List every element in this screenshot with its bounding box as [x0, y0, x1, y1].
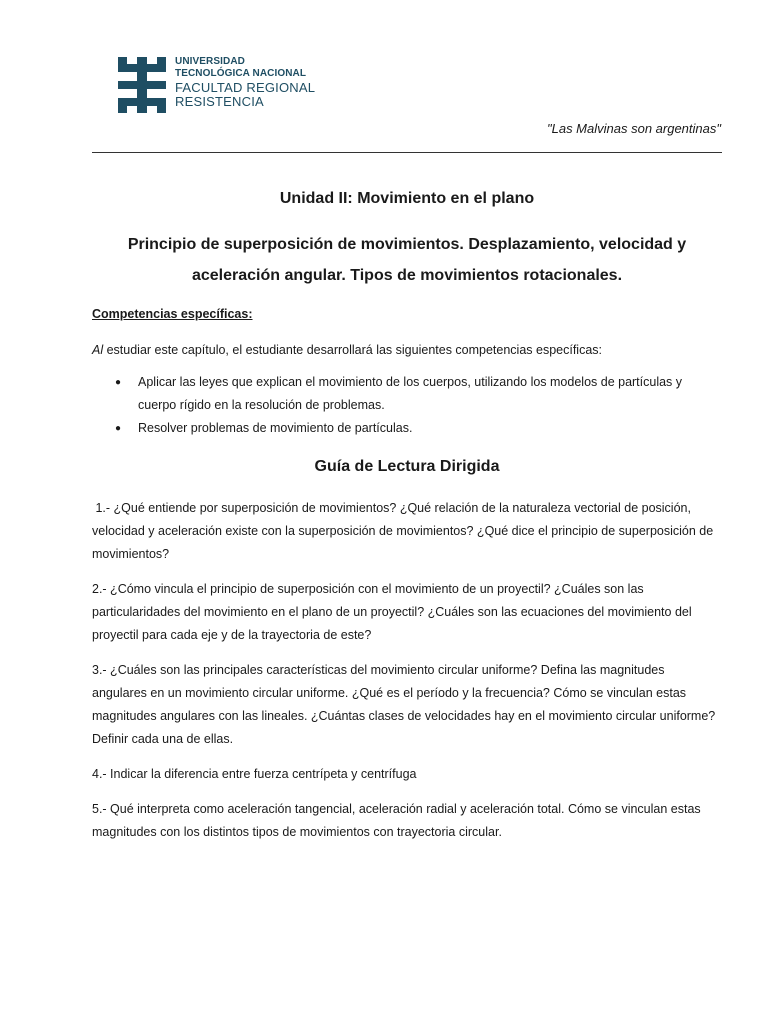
- list-item-text: Resolver problemas de movimiento de partículas.: [138, 421, 413, 435]
- intro-text: estudiar este capítulo, el estudiante desarrollará las siguientes competencias específicas:: [103, 343, 603, 357]
- header-divider: [92, 152, 722, 153]
- question-4: 4.- Indicar la diferencia entre fuerza centrípeta y centrífuga: [92, 767, 417, 781]
- list-item: [92, 417, 722, 440]
- institution-line-2: TECNOLÓGICA NACIONAL: [175, 68, 307, 79]
- intro-italic-word: Al: [92, 343, 104, 357]
- question-2: 2.- ¿Cómo vincula el principio de superposición con el movimiento de un proyectil? ¿Cuáles son las particularidades del movimiento en el plano de un proyectil? ¿Cuáles son las ecuaciones del movimiento del proyectil para cada eje y de la trayectoria de este?: [92, 582, 692, 642]
- institution-name: [175, 57, 315, 109]
- list-item: [92, 371, 722, 417]
- institution-line-3: FACULTAD REGIONAL: [175, 80, 316, 95]
- competencies-intro: [92, 343, 722, 357]
- bullet-icon: ●: [115, 377, 122, 388]
- guide-title: Guía de Lectura Dirigida: [314, 458, 500, 475]
- question-3: 3.- ¿Cuáles son las principales características del movimiento circular uniforme? Defina las magnitudes angulares en un movimiento circular uniforme. ¿Qué es el período y la frecuencia? Cómo se vinculan estas magnitudes angulares con las lineales. ¿Cuántas clases de velocidades hay en el movimiento circular uniforme? Definir cada una de ellas.: [92, 663, 716, 746]
- question-1: 1.- ¿Qué entiende por superposición de movimientos? ¿Qué relación de la naturaleza vectorial de posición, velocidad y aceleración existe con la superposición de movimientos? ¿Qué dice el principio de superposición de movimientos?: [92, 501, 717, 561]
- list-item-text: Aplicar las leyes que explican el movimiento de los cuerpos, utilizando los modelos de partículas y cuerpo rígido en la resolución de problemas.: [138, 375, 683, 412]
- competencies-heading: Competencias específicas:: [92, 307, 253, 321]
- document-body: [92, 190, 722, 856]
- unit-title: Unidad II: Movimiento en el plano: [279, 190, 535, 207]
- motto: "Las Malvinas son argentinas": [547, 121, 721, 136]
- main-title: Principio de superposición de movimientos. Desplazamiento, velocidad y aceleración angular. Tipos de movimientos rotacionales.: [127, 236, 687, 284]
- utn-logo-icon: [118, 57, 166, 113]
- bullet-icon: ●: [115, 423, 122, 434]
- competencies-list: [92, 371, 722, 440]
- question-5: 5.- Qué interpreta como aceleración tangencial, aceleración radial y aceleración total. Cómo se vinculan estas magnitudes con los distintos tipos de movimientos con trayectoria circular.: [92, 802, 701, 839]
- institution-line-4: RESISTENCIA: [175, 94, 264, 109]
- institution-line-1: UNIVERSIDAD: [175, 56, 245, 67]
